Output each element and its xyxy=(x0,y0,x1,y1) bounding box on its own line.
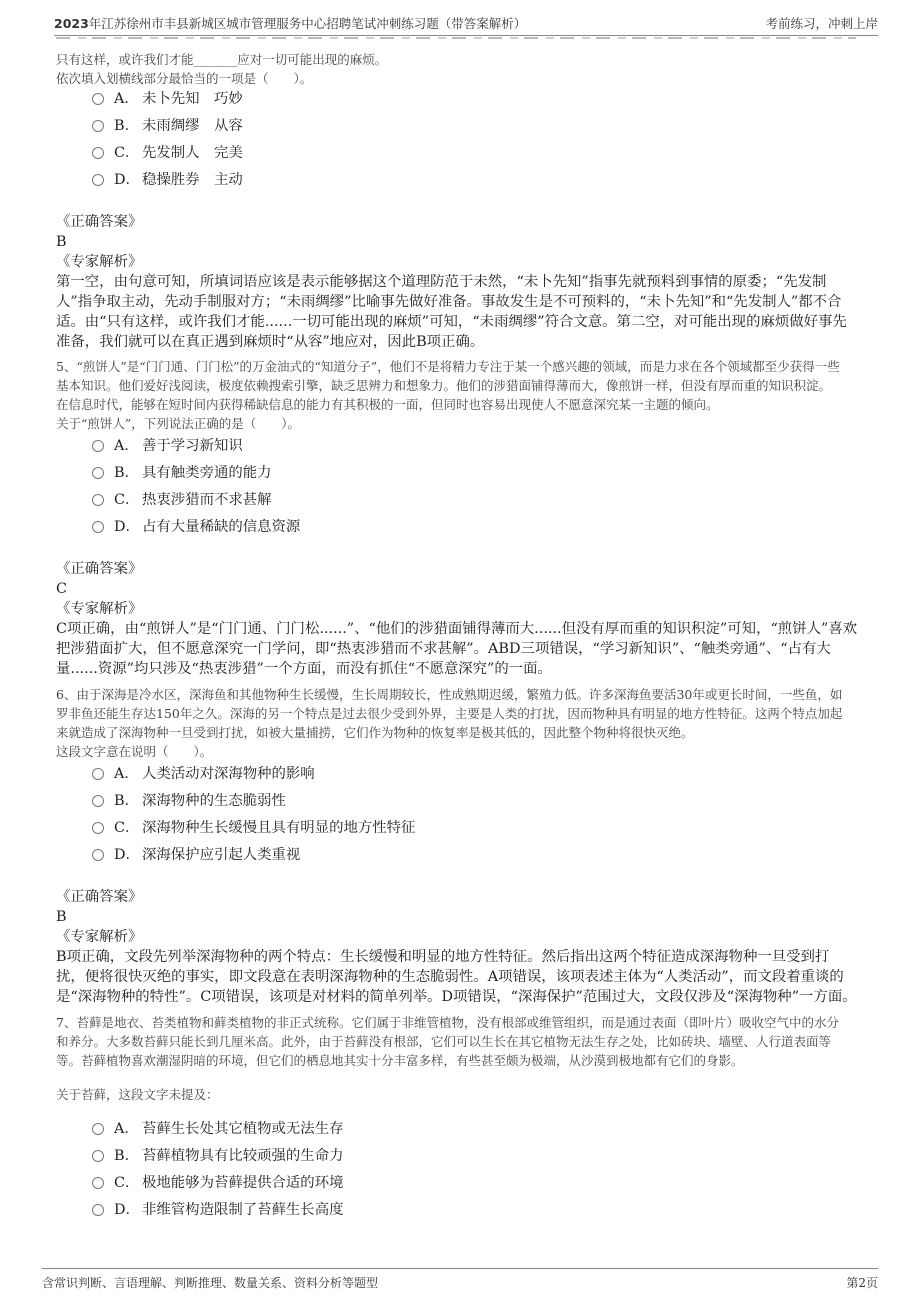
analysis-line: 第一空，由句意可知，所填词语应该是表示能够据这个道理防范于未然，“未卜先知”指事先就预料到事情的原委；“先发制 xyxy=(56,274,827,290)
analysis-line: 适。由“只有这样，或许我们才能......一切可能出现的麻烦”可知，“未雨绸缪”符合文意。第二空，对可能出现的麻烦做好事先 xyxy=(56,314,847,330)
q5-option-d[interactable]: D． 占有大量稀缺的信息资源 xyxy=(92,516,300,538)
analysis-label: 《专家解析》 xyxy=(56,601,143,617)
radio-icon[interactable] xyxy=(92,93,104,105)
question-4-tail: 只有这样，或许我们才能_______应对一切可能出现的麻烦。 依次填入划横线部分最恰当的一项是（ ）。 xyxy=(56,52,388,86)
q6-answer-block xyxy=(56,887,857,1007)
q7-option-a[interactable]: A． 苔藓生长处其它植物或无法生存 xyxy=(92,1118,343,1140)
radio-icon[interactable] xyxy=(92,768,104,780)
analysis-line: C项正确，由“煎饼人”是“门门通、门门松......”、“他们的涉猎面铺得薄而大......但没有厚而重的知识积淀”可知，“煎饼人”喜欢 xyxy=(56,621,858,637)
analysis-line: 把涉猎面扩大，但不愿意深究一门学问，即“热衷涉猎而不求甚解”。ABD三项错误，“学习新知识”、“触类旁通”、“占有大 xyxy=(56,641,831,657)
radio-icon[interactable] xyxy=(92,440,104,452)
question-7-stem: 7、苔藓是地衣、苔类植物和藓类植物的非正式统称。它们属于非维管植物，没有根部或维管组织，而是通过表面（即叶片）吸收空气中的水分 和养分。大多数苔藓只能长到几厘米高。此外，由于苔藓没有根部，它们可以生长在其它植物无法生存之处，比如砖块、墙壁、人行道表面等 等。苔藓植物喜欢潮湿阴暗的环境，但它们的栖息地其实十分丰富多样，有些甚至颇为极端，从沙漠到极地都有它们的身影。 xyxy=(56,1015,839,1068)
answer-value: B xyxy=(56,234,67,250)
q6-option-b[interactable]: B． 深海物种的生态脆弱性 xyxy=(92,790,286,812)
answer-label: 《正确答案》 xyxy=(56,889,143,905)
radio-icon[interactable] xyxy=(92,1150,104,1162)
radio-icon[interactable] xyxy=(92,822,104,834)
radio-icon[interactable] xyxy=(92,120,104,132)
radio-icon[interactable] xyxy=(92,1177,104,1189)
q7-option-c[interactable]: C． 极地能够为苔藓提供合适的环境 xyxy=(92,1172,343,1194)
answer-label: 《正确答案》 xyxy=(56,561,143,577)
radio-icon[interactable] xyxy=(92,521,104,533)
q6-option-a[interactable]: A． 人类活动对深海物种的影响 xyxy=(92,763,315,785)
question-6-stem: 6、由于深海是冷水区，深海鱼和其他物种生长缓慢，生长周期较长，性成熟期迟缓，繁殖力低。许多深海鱼要活30年或更长时间，一些鱼，如 罗非鱼还能生存达150年之久。深海的另一个特点是过去很少受到外界，主要是人类的打扰，因而物种具有明显的地方性特征。这两个特点加起 来就造成了深海物种一旦受到打扰，如被大量捕捞，它们作为物种的恢复率是极其低的，因此整个物种将很快灭绝。 这段文字意在说明（ ）。 xyxy=(56,687,843,759)
answer-value: C xyxy=(56,581,68,597)
q6-option-c[interactable]: C． 深海物种生长缓慢且具有明显的地方性特征 xyxy=(92,817,415,839)
q4-answer-block xyxy=(56,212,847,352)
page-header xyxy=(54,10,878,36)
radio-icon[interactable] xyxy=(92,147,104,159)
header-slogan: 考前练习，冲刺上岸 xyxy=(765,16,878,31)
q4-option-b[interactable]: B． 未雨绸缪 从容 xyxy=(92,115,243,137)
analysis-line: 准备，我们就可以在真正遇到麻烦时“从容”地应对，因此B项正确。 xyxy=(56,334,485,350)
cut-off-text-line xyxy=(56,35,856,41)
page-number: 第2页 xyxy=(846,1276,878,1290)
question-7-prompt: 关于苔藓，这段文字未提及： xyxy=(56,1087,219,1102)
radio-icon[interactable] xyxy=(92,494,104,506)
q4-option-a[interactable]: A． 未卜先知 巧妙 xyxy=(92,88,243,110)
analysis-line: 量......资源”均只涉及“热衷涉猎”一个方面，而没有抓住“不愿意深究”的一面。 xyxy=(56,661,552,677)
document-title: 2023年江苏徐州市丰县新城区城市管理服务中心招聘笔试冲刺练习题（带答案解析） xyxy=(54,16,527,31)
q5-option-a[interactable]: A． 善于学习新知识 xyxy=(92,435,243,457)
q7-option-d[interactable]: D． 非维管构造限制了苔藓生长高度 xyxy=(92,1199,343,1221)
analysis-line: 是“深海物种的特性”。C项错误，该项是对材料的简单列举。D项错误，“深海保护”范围过大，文段仅涉及“深海物种”一方面。 xyxy=(56,989,857,1005)
question-5-stem: 5、“煎饼人”是“门门通、门门松”的万金油式的“知道分子”，他们不是将精力专注于某一个感兴趣的领域，而是力求在各个领域都至少获得一些 基本知识。他们爱好浅阅读，极度依赖搜索引擎，缺乏思辨力和想象力。他们的涉猎面铺得薄而大，像煎饼一样，但没有厚而重的知识积淀。 在信息时代，能够在短时间内获得稀缺信息的能力有其积极的一面，但同时也容易出现使人不愿意深究某一主题的倾向。 关于“煎饼人”，下列说法正确的是（ ）。 xyxy=(56,359,840,431)
answer-label: 《正确答案》 xyxy=(56,214,143,230)
q5-option-b[interactable]: B． 具有触类旁通的能力 xyxy=(92,462,272,484)
answer-value: B xyxy=(56,909,67,925)
q4-option-c[interactable]: C． 先发制人 完美 xyxy=(92,142,243,164)
footer-note: 含常识判断、言语理解、判断推理、数量关系、资料分析等题型 xyxy=(42,1276,379,1290)
analysis-line: 人”指争取主动，先动手制服对方；“未雨绸缪”比喻事先做好准备。事故发生是不可预料的，“未卜先知”和“先发制人”都不合 xyxy=(56,294,842,310)
radio-icon[interactable] xyxy=(92,1204,104,1216)
q4-option-d[interactable]: D． 稳操胜券 主动 xyxy=(92,169,243,191)
analysis-label: 《专家解析》 xyxy=(56,929,143,945)
radio-icon[interactable] xyxy=(92,795,104,807)
analysis-line: B项正确，文段先列举深海物种的两个特点：生长缓慢和明显的地方性特征。然后指出这两个特征造成深海物种一旦受到打 xyxy=(56,949,830,965)
q7-option-b[interactable]: B． 苔藓植物具有比较顽强的生命力 xyxy=(92,1145,343,1167)
page-footer xyxy=(42,1268,878,1294)
q5-option-c[interactable]: C． 热衷涉猎而不求甚解 xyxy=(92,489,272,511)
q5-answer-block xyxy=(56,559,857,679)
analysis-line: 扰，便将很快灭绝的事实，即文段意在表明深海物种的生态脆弱性。A项错误，该项表述主体为“人类活动”，而文段着重谈的 xyxy=(56,969,844,985)
radio-icon[interactable] xyxy=(92,174,104,186)
q6-option-d[interactable]: D． 深海保护应引起人类重视 xyxy=(92,844,300,866)
radio-icon[interactable] xyxy=(92,1123,104,1135)
radio-icon[interactable] xyxy=(92,849,104,861)
analysis-label: 《专家解析》 xyxy=(56,254,143,270)
radio-icon[interactable] xyxy=(92,467,104,479)
